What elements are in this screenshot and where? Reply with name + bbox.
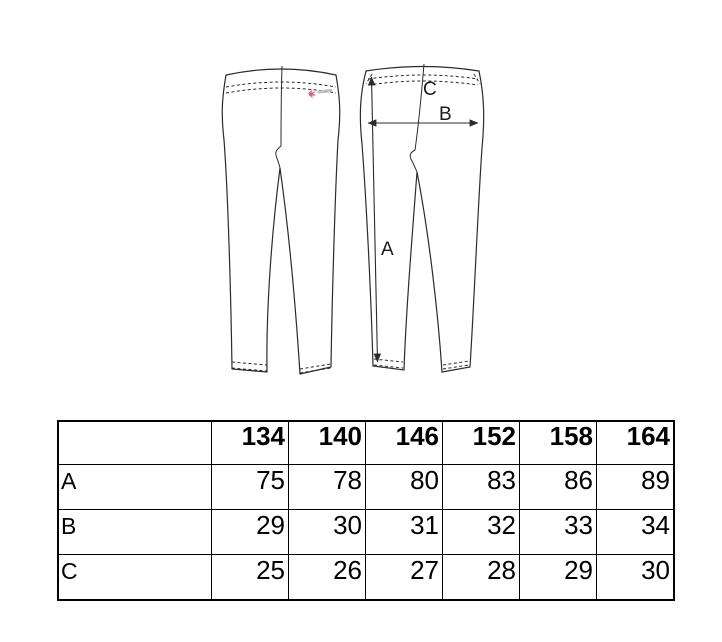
size-value: 26 (289, 555, 366, 601)
size-header: 146 (366, 421, 443, 465)
table-row (58, 465, 674, 510)
size-header: 158 (520, 421, 597, 465)
size-value: 31 (366, 510, 443, 555)
size-value: 28 (443, 555, 520, 601)
size-table (57, 420, 675, 601)
measurement-label-a: A (381, 239, 394, 260)
size-value: 29 (212, 510, 289, 555)
row-label: A (58, 465, 212, 510)
table-row (58, 555, 674, 601)
size-value: 25 (212, 555, 289, 601)
table-row (58, 510, 674, 555)
measurement-label-c: C (423, 79, 437, 100)
row-label: C (58, 555, 212, 601)
size-value: 78 (289, 465, 366, 510)
size-value: 89 (597, 465, 675, 510)
size-value: 83 (443, 465, 520, 510)
size-value: 86 (520, 465, 597, 510)
front-view-drawing (222, 66, 339, 374)
size-header: 152 (443, 421, 520, 465)
size-value: 30 (597, 555, 675, 601)
back-silhouette (360, 67, 483, 373)
row-label: B (58, 510, 212, 555)
size-header-row (58, 421, 674, 465)
size-value: 33 (520, 510, 597, 555)
size-header: 134 (212, 421, 289, 465)
size-header: 164 (597, 421, 675, 465)
size-value: 30 (289, 510, 366, 555)
size-value: 29 (520, 555, 597, 601)
measurement-label-b: B (439, 104, 452, 125)
back-view-drawing (360, 64, 483, 372)
size-value: 80 (366, 465, 443, 510)
size-value: 34 (597, 510, 675, 555)
size-value: 75 (212, 465, 289, 510)
size-value: 32 (443, 510, 520, 555)
size-header: 140 (289, 421, 366, 465)
size-value: 27 (366, 555, 443, 601)
corner-cell (58, 421, 212, 465)
